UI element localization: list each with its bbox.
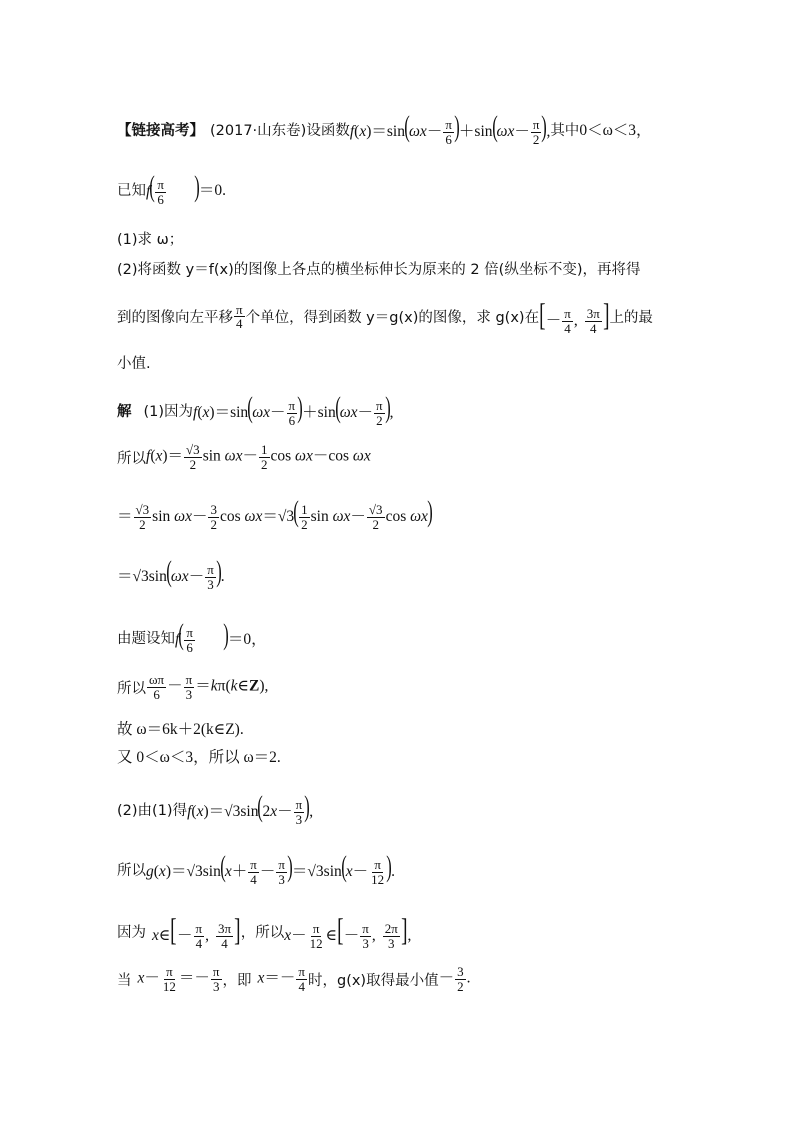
formula-sol-12a: x－ $\frac{\pi}{12}$ ＝－ $\frac{\pi}{3}$ (137, 964, 220, 994)
condition-prefix: 其中 (550, 122, 580, 139)
formula-sol-9: f(x)＝√3sin(2x－ $\frac{\pi}{3}$ ), (187, 790, 314, 827)
part2-text-3: 上的最 (609, 310, 653, 327)
solution-line-6 (117, 673, 268, 701)
solution-label: 解 (117, 403, 132, 420)
formula-sol-12b: x＝－ $\frac{\pi}{4}$ (257, 964, 305, 994)
solution-line-8: 又 0＜ω＜3，所以 ω＝2. (117, 749, 281, 766)
formula-sol-3: ＝ $\frac{√3}{2}$ sin ωx－ $\frac{3}{2}$ cos ωx＝√3( $\frac{1}{2}$ sin ωx－ $\frac{√3}{2}$ cos ωx) (117, 495, 433, 532)
sol-text-9: (2)由(1)得 (117, 802, 188, 819)
part2-line-b (117, 298, 653, 336)
sol-text-5: 由题设知 (117, 630, 175, 647)
solution-line-10 (117, 852, 395, 887)
condition: 0＜ω＜3， (579, 122, 652, 140)
formula-sol-11a: x∈[－ $\frac{\pi}{4}$ , $\frac{3\pi}{4}$ ] (152, 911, 241, 951)
solution-line-7: 故 ω＝6k＋2(k∈Z). (117, 721, 244, 738)
part2-text-1: 到的图像向左平移 (117, 310, 233, 327)
solution-line-3 (117, 497, 432, 532)
formula-sol-2: f(x)＝ $\frac{√3}{2}$ sin ωx－ $\frac{1}{2}$ cos ωx－cos ωx (146, 442, 371, 472)
sol-text-11b: ，所以 (240, 925, 285, 942)
sol-text-2: 所以 (117, 450, 146, 467)
problem-line-2 (117, 172, 226, 207)
solution-line-12 (117, 965, 470, 993)
solution-line-9 (117, 792, 313, 827)
tag: 【链接高考】 (117, 122, 204, 139)
sol-text-10: 所以 (117, 862, 146, 879)
solution-line-11 (117, 913, 411, 951)
formula-f-def: f(x)＝sin(ωx－ $\frac{\pi}{6}$ )＋sin(ωx－ $\frac{\pi}{2}$ ), (349, 110, 551, 147)
known-label: 已知 (117, 182, 146, 199)
problem-line-1 (117, 112, 652, 147)
formula-sol-11b: x－ $\frac{\pi}{12}$ ∈[－ $\frac{\pi}{3}$ , $\frac{2\pi}{3}$ ], (284, 911, 412, 951)
formula-sol-10: g(x)＝√3sin(x＋ $\frac{\pi}{4}$ － $\frac{\pi}{3}$ )＝√3sin(x－ $\frac{\pi}{12}$ ). (146, 850, 396, 887)
part2-text-2: 个单位，得到函数 y＝g(x)的图像，求 g(x)在 (245, 310, 540, 327)
solution-line-1 (117, 393, 394, 428)
sol-text-12c: 时，g(x)取得最小值 (307, 972, 439, 989)
solution-line-5 (117, 620, 267, 655)
intro: 设函数 (306, 122, 350, 139)
formula-sol-1: f(x)＝sin(ωx－ $\frac{\pi}{6}$ )＋sin(ωx－ $\frac{\pi}{2}$ ), (193, 391, 394, 428)
formula-sol-12c: － $\frac{3}{2}$ . (438, 964, 471, 994)
sol-text-1: (1)因为 (143, 403, 194, 420)
shift-fraction: $\frac{\pi}{4}$ (236, 301, 243, 332)
sol-text-12a: 当 (117, 972, 132, 989)
interval: [－ $\frac{\pi}{4}$ , $\frac{3\pi}{4}$ ] (539, 296, 610, 336)
part1: (1)求 ω； (117, 232, 184, 248)
solution-line-2 (117, 443, 371, 471)
formula-known: f( $\frac{\pi}{6}$ ) (146, 170, 200, 207)
formula-sol-4: ＝√3sin(ωx－ $\frac{\pi}{3}$ ). (117, 555, 225, 592)
part2-line-c: 小值. (117, 356, 151, 372)
sol-text-11a: 因为 (117, 925, 146, 942)
formula-sol-5: f( $\frac{\pi}{6}$ )＝0， (175, 618, 267, 655)
sol-text-12b: ，即 (222, 972, 252, 989)
formula-sol-6: $\frac{\omega\pi}{6}$ － $\frac{\pi}{3}$ ＝kπ(k∈Z), (149, 672, 269, 702)
part2-line-a: (2)将函数 y＝f(x)的图像上各点的横坐标伸长为原来的 2 倍(纵坐标不变)，再将得 (117, 262, 641, 278)
known-tail: ＝0. (198, 182, 227, 200)
solution-line-4 (117, 557, 225, 592)
sol-text-6: 所以 (117, 680, 146, 697)
source: (2017·山东卷) (210, 122, 307, 139)
